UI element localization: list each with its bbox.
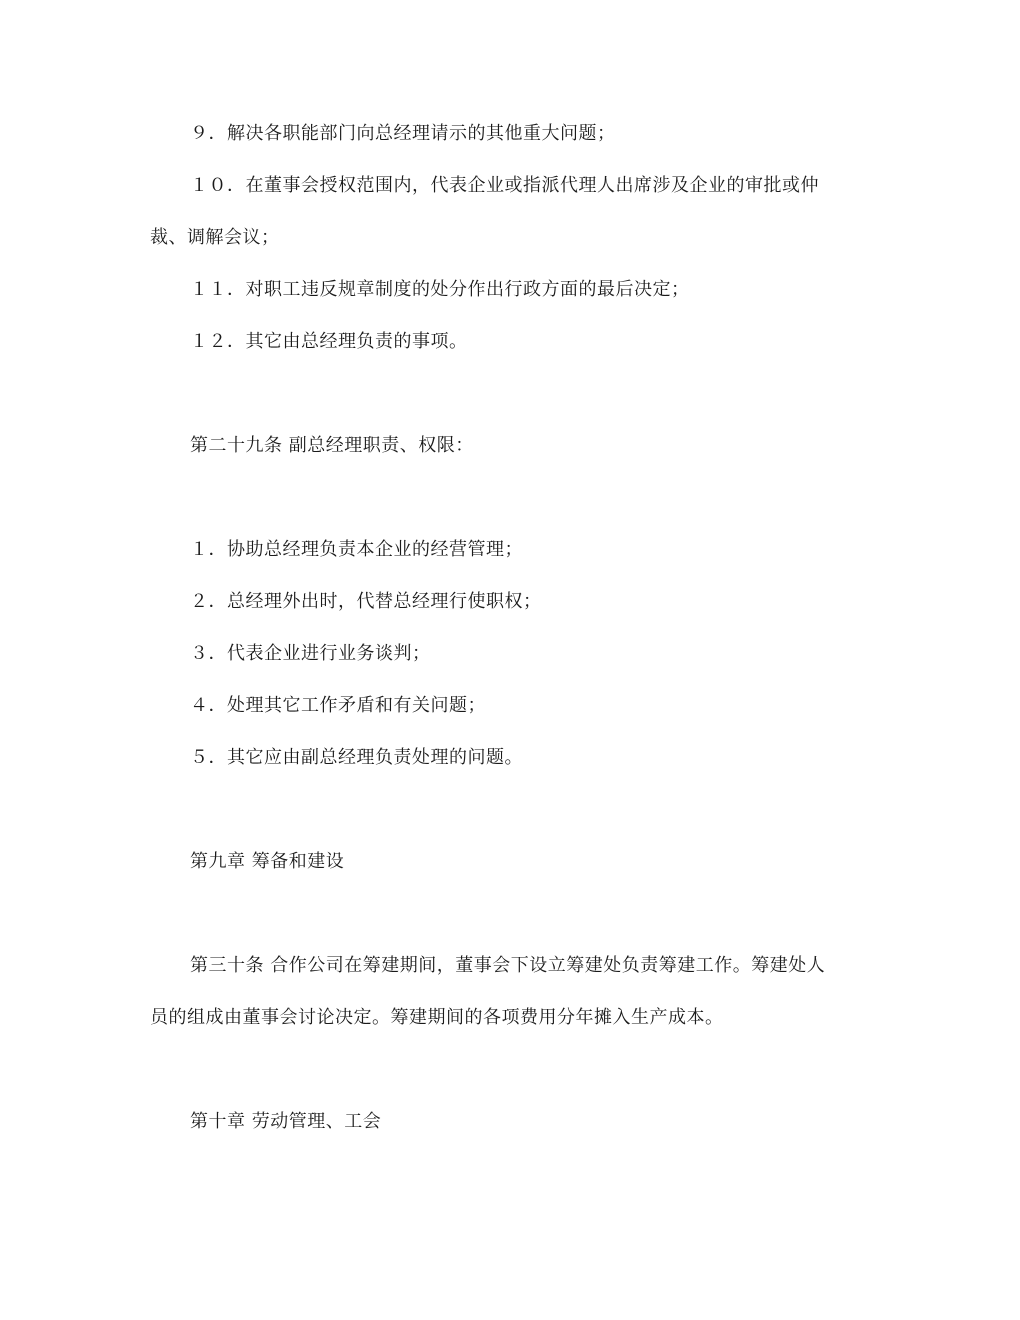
chapter-9-heading: 第九章 筹备和建设 — [190, 851, 345, 872]
clause-item-11: １１．对职工违反规章制度的处分作出行政方面的最后决定； — [190, 279, 690, 300]
clause-item-9: ９．解决各职能部门向总经理请示的其他重大问题； — [190, 123, 616, 144]
clause-item-10-continued: 裁、调解会议； — [150, 227, 280, 248]
clause-item-10: １０．在董事会授权范围内，代表企业或指派代理人出席涉及企业的审批或仲 — [190, 175, 819, 196]
deputy-item-3: ３．代表企业进行业务谈判； — [190, 643, 431, 664]
deputy-item-5: ５．其它应由副总经理负责处理的问题。 — [190, 747, 523, 768]
deputy-item-4: ４．处理其它工作矛盾和有关问题； — [190, 695, 486, 716]
article-30-paragraph-continued: 员的组成由董事会讨论决定。筹建期间的各项费用分年摊入生产成本。 — [150, 1007, 724, 1028]
article-30-paragraph: 第三十条 合作公司在筹建期间，董事会下设立筹建处负责筹建工作。筹建处人 — [190, 955, 826, 976]
deputy-item-1: １．协助总经理负责本企业的经营管理； — [190, 539, 523, 560]
clause-item-12: １２．其它由总经理负责的事项。 — [190, 331, 468, 352]
deputy-item-2: ２．总经理外出时，代替总经理行使职权； — [190, 591, 542, 612]
article-29-heading: 第二十九条 副总经理职责、权限： — [190, 435, 474, 456]
chapter-10-heading: 第十章 劳动管理、工会 — [190, 1111, 382, 1132]
